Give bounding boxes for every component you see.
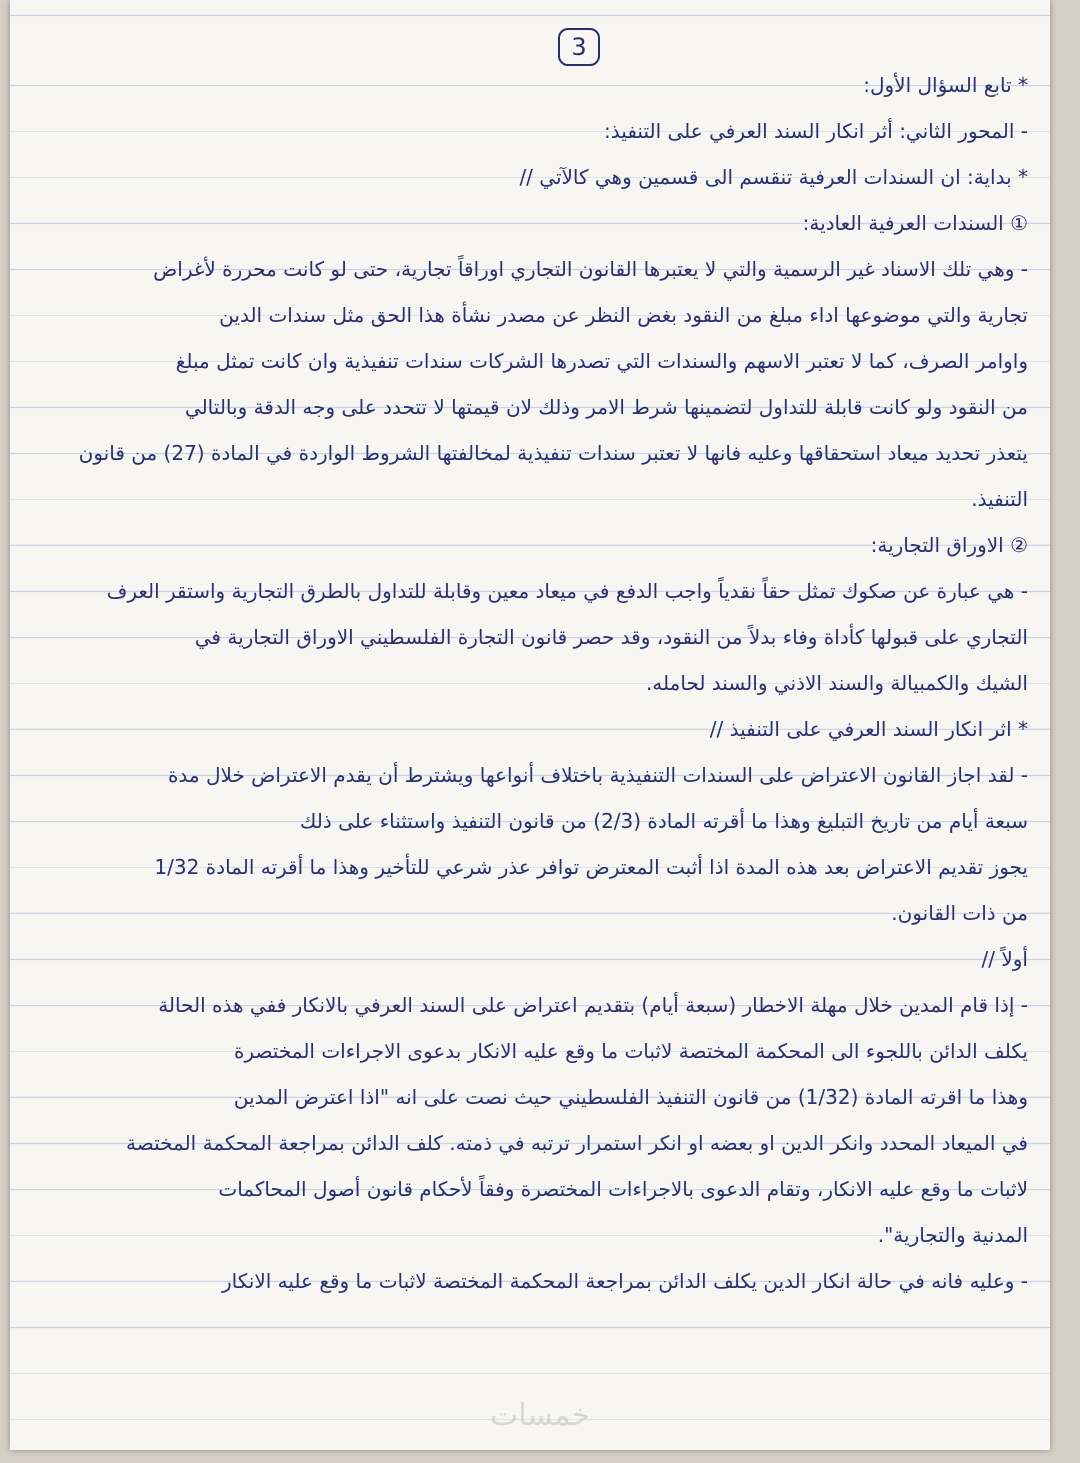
- text-line: - وهي تلك الاسناد غير الرسمية والتي لا يعتبرها القانون التجاري اوراقاً تجارية، حتى لو كانت محررة لأغراض: [153, 257, 1028, 281]
- text-line: وهذا ما اقرته المادة (1/32) من قانون التنفيذ الفلسطيني حيث نصت على انه "اذا اعترض المدين: [233, 1085, 1028, 1109]
- text-line: من النقود ولو كانت قابلة للتداول لتضمينها شرط الامر وذلك لان قيمتها لا تتحدد على وجه الدقة وبالتالي: [184, 395, 1028, 419]
- text-line: المدنية والتجارية".: [877, 1223, 1028, 1247]
- text-line: * اثر انكار السند العرفي على التنفيذ //: [709, 717, 1028, 741]
- text-line: في الميعاد المحدد وانكر الدين او بعضه او انكر استمرار ترتبه في ذمته. كلف الدائن بمراجعة المحكمة المختصة: [126, 1131, 1028, 1155]
- text-line: * بداية: ان السندات العرفية تنقسم الى قسمين وهي كالآتي //: [519, 165, 1028, 189]
- text-line: - إذا قام المدين خلال مهلة الاخطار (سبعة أيام) بتقديم اعتراض على السند العرفي بالانكار ففي هذه الحالة: [158, 993, 1028, 1017]
- text-line: * تابع السؤال الأول:: [863, 73, 1028, 97]
- text-line: سبعة أيام من تاريخ التبليغ وهذا ما أقرته المادة (2/3) من قانون التنفيذ واستثناء على ذلك: [299, 809, 1028, 833]
- text-line: يتعذر تحديد ميعاد استحقاقها وعليه فانها لا تعتبر سندات تنفيذية لمخالفتها الشروط الواردة في المادة (27) من قانون: [78, 441, 1028, 465]
- watermark-logo: خمسات: [489, 1398, 591, 1433]
- text-line: يكلف الدائن باللجوء الى المحكمة المختصة لاثبات ما وقع عليه الانكار بدعوى الاجراءات المختصرة: [233, 1039, 1028, 1063]
- page-number: 3: [558, 28, 600, 66]
- text-line: - لقد اجاز القانون الاعتراض على السندات التنفيذية باختلاف أنواعها ويشترط أن يقدم الاعتراض خلال مدة: [167, 763, 1028, 787]
- text-line: واوامر الصرف، كما لا تعتبر الاسهم والسندات التي تصدرها الشركات سندات تنفيذية وان كانت تمثل مبلغ: [175, 349, 1028, 373]
- text-line: - المحور الثاني: أثر انكار السند العرفي على التنفيذ:: [604, 119, 1028, 143]
- text-line: - هي عبارة عن صكوك تمثل حقاً نقدياً واجب الدفع في ميعاد معين وقابلة للتداول بالطرق التجارية واستقر العرف: [106, 579, 1028, 603]
- text-line: ① السندات العرفية العادية:: [802, 211, 1028, 235]
- text-line: يجوز تقديم الاعتراض بعد هذه المدة اذا أثبت المعترض توافر عذر شرعي للتأخير وهذا ما أقرته المادة 1/32: [154, 855, 1028, 879]
- text-line: أولاً //: [981, 947, 1028, 971]
- handwritten-text: [46, 62, 1028, 1304]
- text-line: الشيك والكمبيالة والسند الاذني والسند لحامله.: [645, 671, 1028, 695]
- text-line: لاثبات ما وقع عليه الانكار، وتقام الدعوى بالاجراءات المختصرة وفقاً لأحكام قانون أصول المحاكمات: [218, 1177, 1028, 1201]
- text-line: - وعليه فانه في حالة انكار الدين يكلف الدائن بمراجعة المحكمة المختصة لاثبات ما وقع عليه الانكار: [221, 1269, 1028, 1293]
- text-line: التجاري على قبولها كأداة وفاء بدلاً من النقود، وقد حصر قانون التجارة الفلسطيني الاوراق التجارية في: [194, 625, 1028, 649]
- notebook-page: [10, 0, 1050, 1450]
- text-line: ② الاوراق التجارية:: [870, 533, 1028, 557]
- text-line: تجارية والتي موضوعها اداء مبلغ من النقود بغض النظر عن مصدر نشأة هذا الحق مثل سندات الدين: [219, 303, 1028, 327]
- text-line: التنفيذ.: [971, 487, 1028, 511]
- text-line: من ذات القانون.: [891, 901, 1028, 925]
